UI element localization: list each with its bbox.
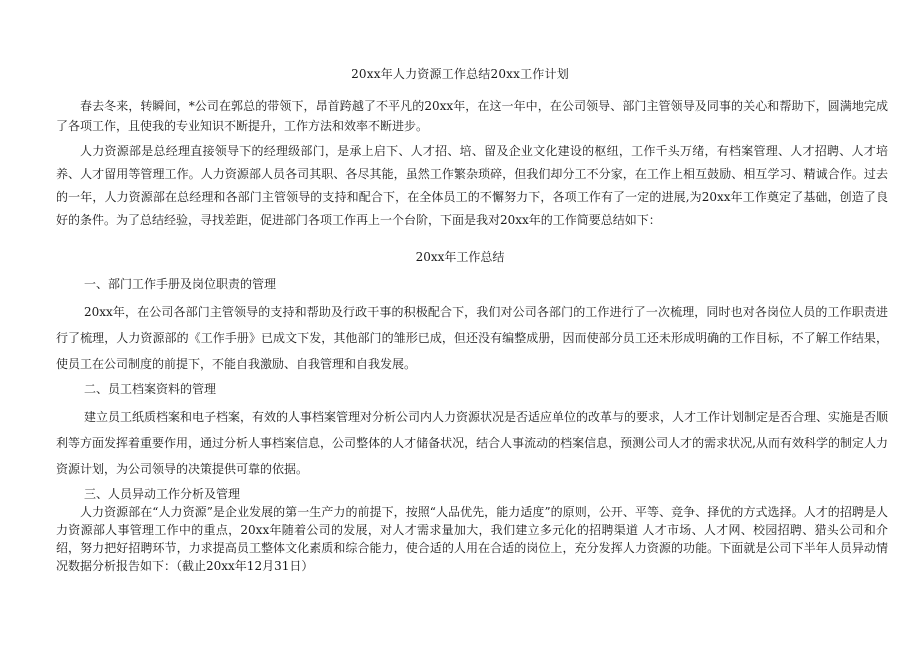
section-heading-1: 一、部门工作手册及岗位职责的管理 xyxy=(84,277,277,291)
section-heading-2: 二、员工档案资料的管理 xyxy=(84,382,217,396)
section-body-2: 建立员工纸质档案和电子档案，有效的人事档案管理对分析公司内人力资源状况是否适应单位的改革与的要求，人才工作计划制定是否合理、实施是否顺利等方面发挥着重要作用，通过分析人事档案信息，公司整体的人才储备状况，结合人事流动的档案信息，预测公司人才的需求状况,从而有效科学的制定人力资源计划，为公司领导的决策提供可靠的依据。 xyxy=(56,410,889,476)
document-title: 20xx年人力资源工作总结20xx工作计划 xyxy=(351,67,569,81)
section-heading-3: 三、人员异动工作分析及管理 xyxy=(84,487,241,501)
intro-paragraph: 春去冬来，转瞬间，*公司在郭总的带领下，昂首跨越了不平凡的20xx年，在这一年中，在公司领导、部门主管领导及同事的关心和帮助下，圆满地完成了各项工作，且使我的专业知识不断提升，工作方法和效率不断进步。 xyxy=(56,99,888,133)
summary-title: 20xx年工作总结 xyxy=(415,250,505,264)
section-body-1: 20xx年，在公司各部门主管领导的支持和帮助及行政干事的积极配合下，我们对公司各部门的工作进行了一次梳理，同时也对各岗位人员的工作职责进行了梳理，人力资源部的《工作手册》已成文下发，其他部门的雏形已成，但还没有编整成册，因而使部分员工还未形成明确的工作目标，不了解工作结果，使员工在公司制度的前提下，不能自我激励、自我管理和自我发展。 xyxy=(56,305,888,371)
department-intro-paragraph: 人力资源部是总经理直接领导下的经理级部门，是承上启下、人才招、培、留及企业文化建设的枢纽，工作千头万绪，有档案管理、人才招聘、人才培养、人才留用等管理工作。人力资源部人员各司其职、各尽其能，虽然工作繁杂琐碎，但我们却分工不分家，在工作上相互鼓励、相互学习、精诚合作。过去的一年，人力资源部在总经理和各部门主管领导的支持和配合下，在全体员工的不懈努力下，各项工作有了一定的进展,为20xx年工作奠定了基础，创造了良好的条件。为了总结经验，寻找差距，促进部门各项工作再上一个台阶，下面是我对20xx年的工作简要总结如下： xyxy=(56,144,888,227)
section-body-3: 人力资源部在“人力资源”是企业发展的第一生产力的前提下，按照“人品优先，能力适度”的原则，公开、平等、竞争、择优的方式选择。人才的招聘是人力资源部人事管理工作中的重点，20xx年随着公司的发展，对人才需求量加大，我们建立多元化的招聘渠道 人才市场、人才网、校园招聘、猎头公司和介绍，努力把好招聘环节，力求提高员工整体文化素质和综合能力，使合适的人用在合适的岗位上，充分发挥人力资源的功能。下面就是公司下半年人员异动情况数据分析报告如下：（截止20xx年12月31日） xyxy=(56,505,888,573)
